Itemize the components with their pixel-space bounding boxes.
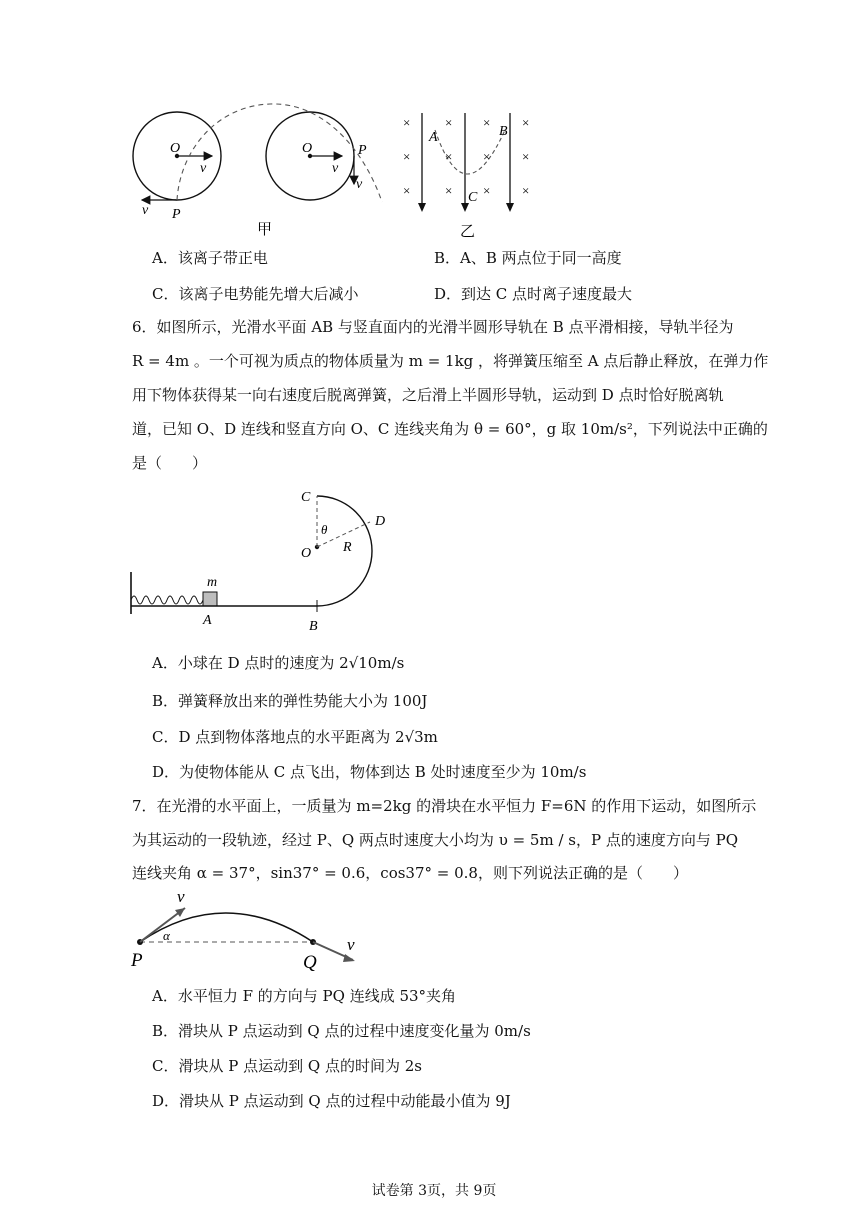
figure-q7-trajectory <box>125 884 375 974</box>
q5-option-c[interactable]: C．该离子电势能先增大后减小 <box>152 285 359 303</box>
svg-text:O: O <box>302 141 313 156</box>
q5-option-b[interactable]: B．A、B 两点位于同一高度 <box>434 249 622 267</box>
svg-text:乙: 乙 <box>460 224 476 240</box>
svg-text:m: m <box>207 575 218 590</box>
svg-text:×: × <box>522 183 530 198</box>
q7-stem-line-1: 7．在光滑的水平面上，一质量为 m=2kg 的滑块在水平恒力 F=6N 的作用下运动，如图所示 <box>132 797 757 815</box>
q6-option-b[interactable]: B．弹簧释放出来的弹性势能大小为 100J <box>152 692 428 710</box>
svg-text:C: C <box>301 490 311 505</box>
q7-option-b[interactable]: B．滑块从 P 点运动到 Q 点的过程中速度变化量为 0m/s <box>152 1022 531 1040</box>
q7-stem-line-2: 为其运动的一段轨迹，经过 P、Q 两点时速度大小均为 υ = 5m / s，P 点的速度方向与 PQ <box>132 831 738 849</box>
figure-jia <box>120 92 400 242</box>
svg-text:B: B <box>309 619 318 634</box>
svg-text:C: C <box>468 190 478 205</box>
svg-text:θ: θ <box>321 522 328 537</box>
q7-option-c[interactable]: C．滑块从 P 点运动到 Q 点的时间为 2s <box>152 1057 422 1075</box>
svg-text:A: A <box>203 613 212 628</box>
q6-option-d[interactable]: D．为使物体能从 C 点飞出，物体到达 B 处时速度至少为 10m/s <box>152 763 587 781</box>
q6-stem-line-2: R = 4m 。一个可视为质点的物体质量为 m = 1kg ，将弹簧压缩至 A 点后静止释放，在弹力作 <box>132 352 769 370</box>
q6-stem-line-5: 是（ ） <box>132 454 208 472</box>
svg-text:×: × <box>522 149 530 164</box>
svg-text:×: × <box>445 183 453 198</box>
svg-text:R: R <box>343 540 352 555</box>
q7-option-a[interactable]: A．水平恒力 F 的方向与 PQ 连线成 53°夹角 <box>152 987 457 1005</box>
svg-text:×: × <box>403 149 411 164</box>
q6-stem-line-3: 用下物体获得某一向右速度后脱离弹簧，之后滑上半圆形导轨，运动到 D 点时恰好脱离轨 <box>132 386 724 404</box>
svg-text:O: O <box>301 546 312 561</box>
svg-text:v: v <box>200 161 207 176</box>
svg-text:×: × <box>483 183 491 198</box>
svg-text:甲: 甲 <box>257 222 273 238</box>
svg-text:×: × <box>403 183 411 198</box>
svg-text:×: × <box>403 115 411 130</box>
q5-option-a[interactable]: A．该离子带正电 <box>152 249 268 267</box>
svg-text:v: v <box>177 887 185 906</box>
svg-text:B: B <box>499 124 508 139</box>
figure-q6-track <box>125 484 405 639</box>
svg-text:Q: Q <box>303 952 317 973</box>
svg-text:×: × <box>522 115 530 130</box>
svg-text:×: × <box>483 115 491 130</box>
svg-text:v: v <box>347 935 355 954</box>
q6-stem-line-1: 6．如图所示，光滑水平面 AB 与竖直面内的光滑半圆形导轨在 B 点平滑相接，导轨半径为 <box>132 318 734 336</box>
svg-text:P: P <box>172 207 181 222</box>
figure-yi <box>395 108 545 242</box>
svg-text:P: P <box>131 950 143 971</box>
svg-text:×: × <box>445 149 453 164</box>
svg-text:×: × <box>483 149 491 164</box>
q7-stem-line-3: 连线夹角 α = 37°，sin37° = 0.6，cos37° = 0.8，则下列说法正确的是（ ） <box>132 864 688 882</box>
q6-stem-line-4: 道，已知 O、D 连线和竖直方向 O、C 连线夹角为 θ = 60°，g 取 10m/s²，下列说法中正确的 <box>132 420 768 438</box>
svg-text:v: v <box>142 203 149 218</box>
svg-text:α: α <box>163 928 170 943</box>
q5-option-d[interactable]: D．到达 C 点时离子速度最大 <box>434 285 633 303</box>
q7-option-d[interactable]: D．滑块从 P 点运动到 Q 点的过程中动能最小值为 9J <box>152 1092 511 1110</box>
page-footer: 试卷第 3页，共 9页 <box>371 1183 497 1199</box>
svg-text:v: v <box>356 177 363 192</box>
svg-text:O: O <box>170 141 181 156</box>
q6-option-c[interactable]: C．D 点到物体落地点的水平距离为 2√3m <box>152 728 438 746</box>
svg-text:×: × <box>445 115 453 130</box>
svg-text:D: D <box>375 514 386 529</box>
svg-text:P: P <box>358 143 367 158</box>
q6-option-a[interactable]: A．小球在 D 点时的速度为 2√10m/s <box>152 654 405 672</box>
svg-text:A: A <box>429 130 438 145</box>
svg-text:v: v <box>332 161 339 176</box>
